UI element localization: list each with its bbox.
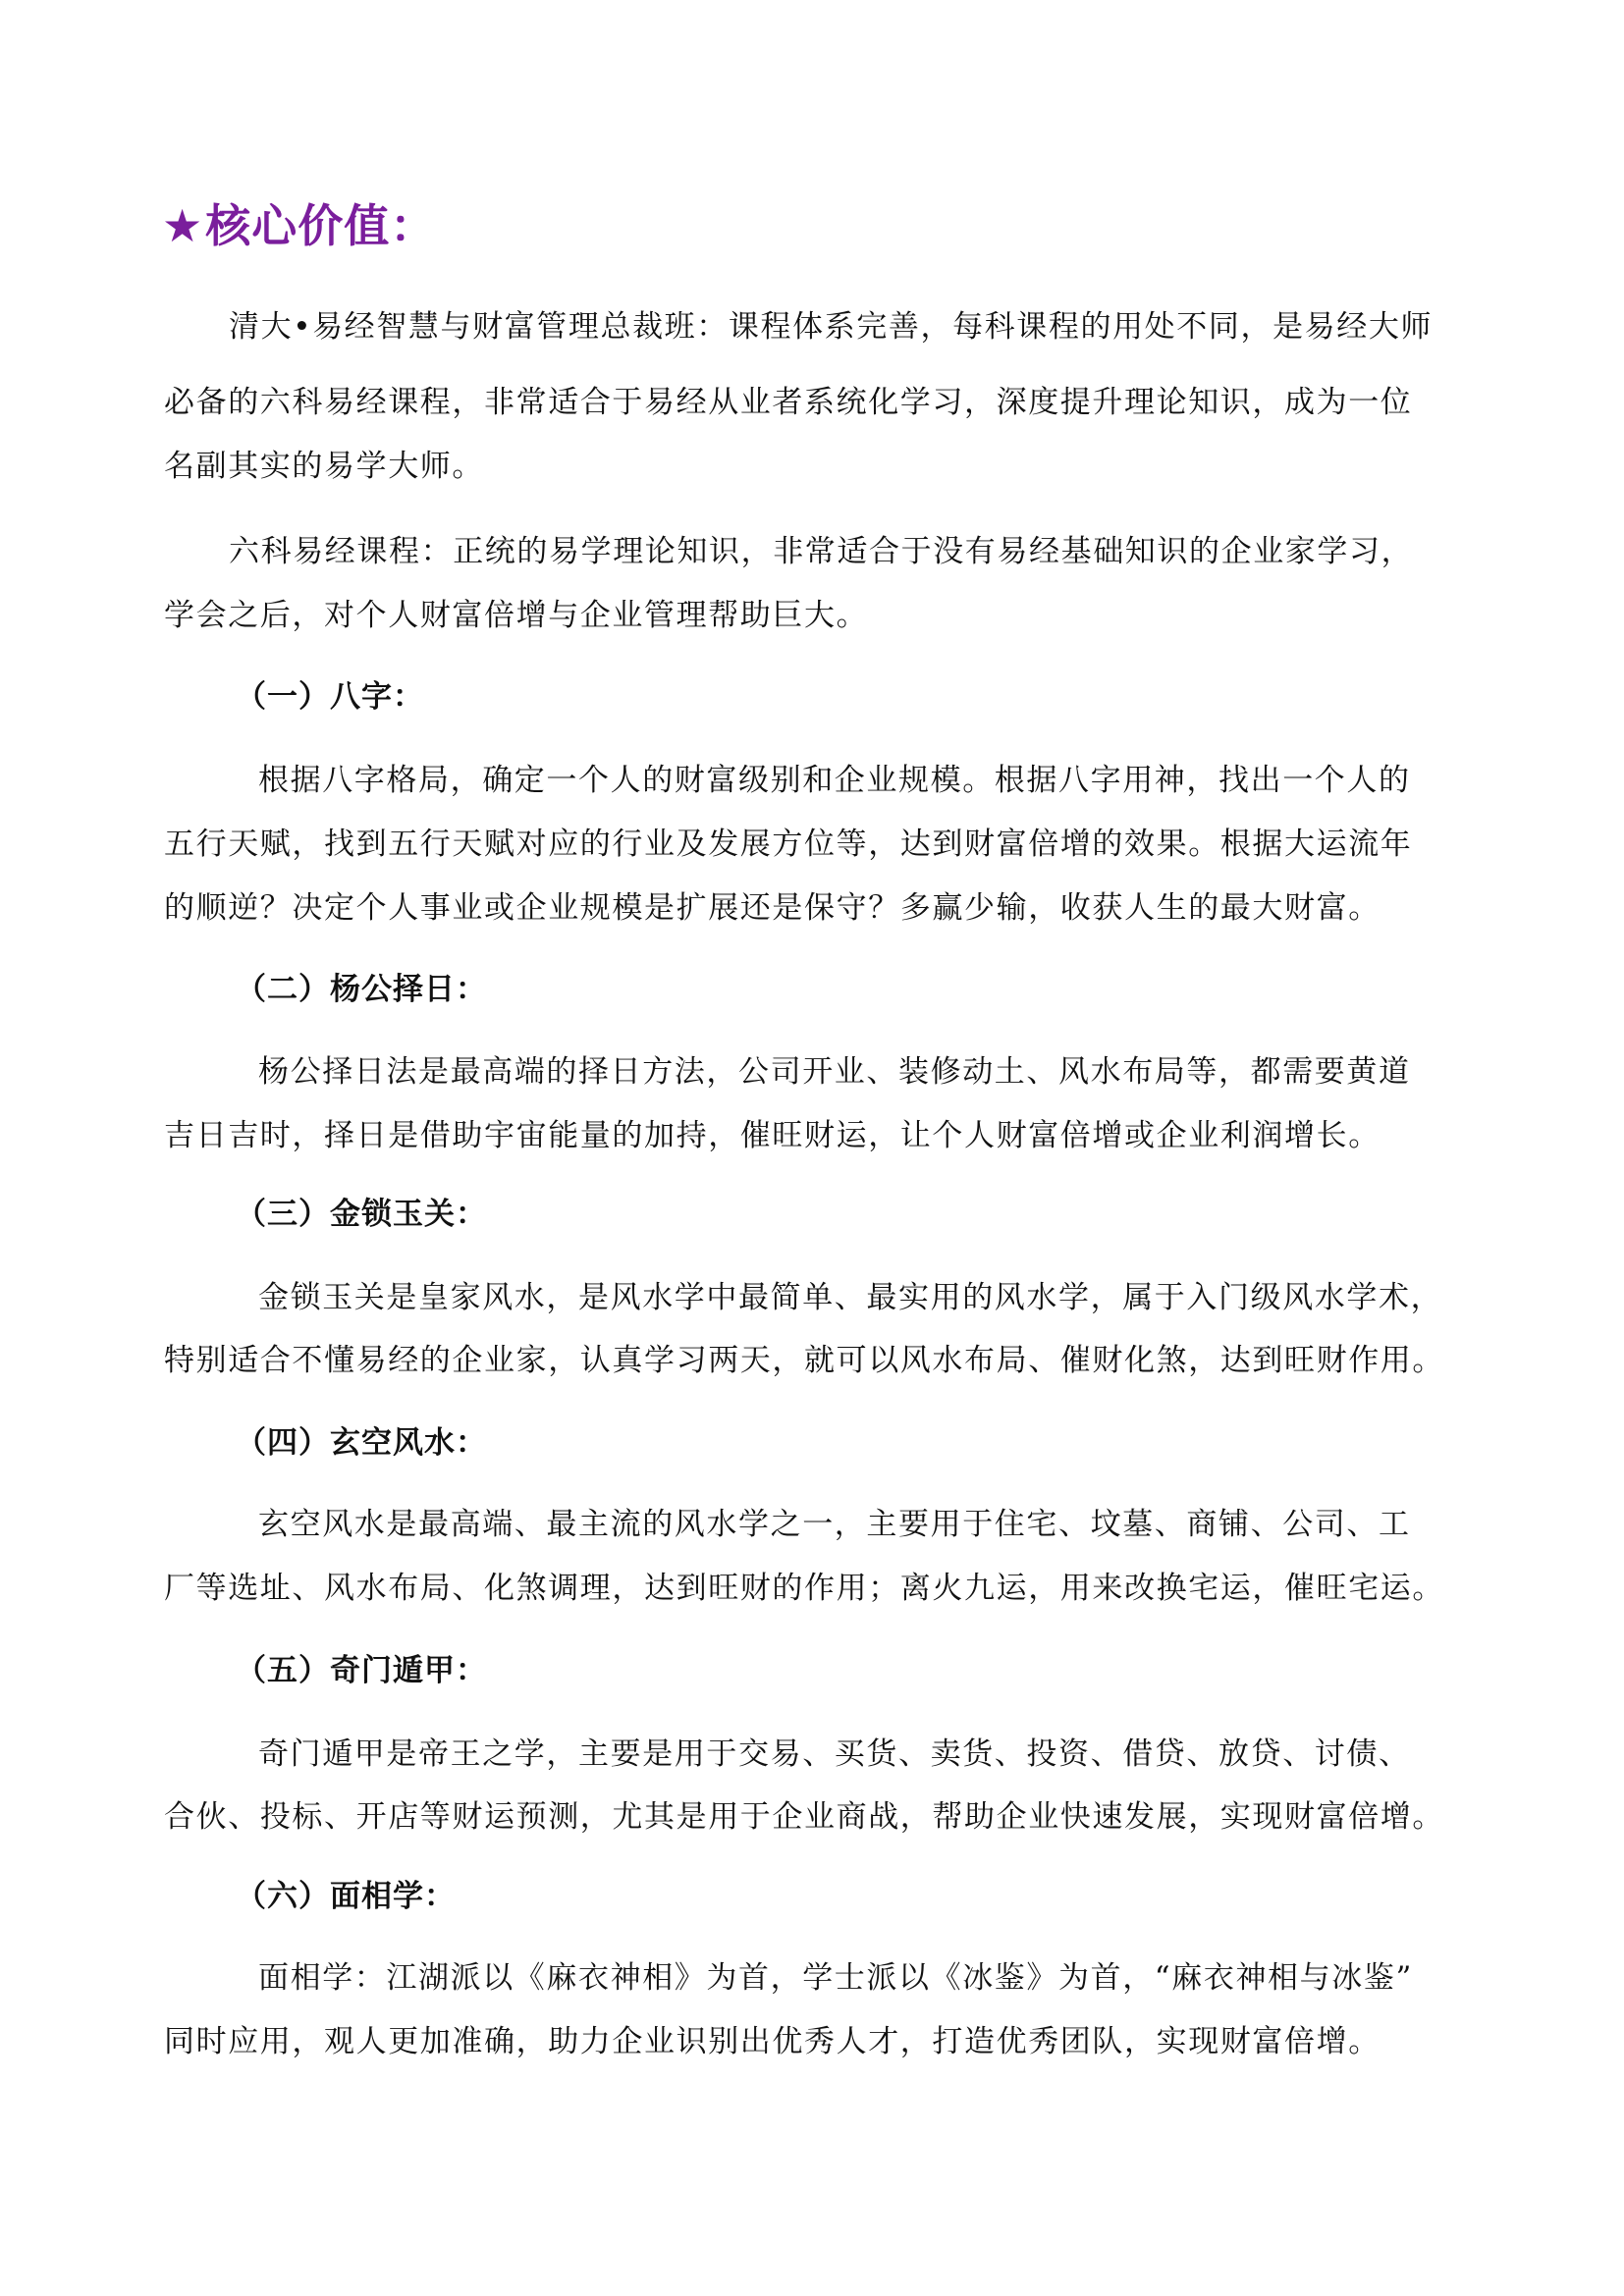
section-heading-mianxiang: （六）面相学：	[236, 1879, 456, 1914]
section-bazi-line-2: 五行天赋，找到五行天赋对应的行业及发展方位等，达到财富倍增的效果。根据大运流年	[164, 827, 1413, 862]
page-title	[162, 200, 436, 251]
intro-paragraph-1-line-3: 名副其实的易学大师。	[164, 449, 484, 484]
section-heading-qimen-dunjia: （五）奇门遁甲：	[236, 1653, 487, 1688]
section-heading-bazi: （一）八字：	[236, 679, 424, 715]
section-mianxiang-line-2: 同时应用，观人更加准确，助力企业识别出优秀人才，打造优秀团队，实现财富倍增。	[164, 2024, 1380, 2059]
section-bazi-line-3: 的顺逆？决定个人事业或企业规模是扩展还是保守？多赢少输，收获人生的最大财富。	[164, 890, 1380, 926]
section-jinsuo-yuguan-line-2: 特别适合不懂易经的企业家，认真学习两天，就可以风水布局、催财化煞，达到旺财作用。	[164, 1343, 1444, 1378]
section-yanggong-zeri-line-2: 吉日吉时，择日是借助宇宙能量的加持，催旺财运，让个人财富倍增或企业利润增长。	[164, 1118, 1380, 1153]
section-jinsuo-yuguan-line-1: 金锁玉关是皇家风水，是风水学中最简单、最实用的风水学，属于入门级风水学术，	[258, 1280, 1443, 1315]
section-xuankong-fengshui-line-1: 玄空风水是最高端、最主流的风水学之一，主要用于住宅、坟墓、商铺、公司、工	[258, 1507, 1411, 1542]
section-qimen-dunjia-line-2: 合伙、投标、开店等财运预测，尤其是用于企业商战，帮助企业快速发展，实现财富倍增。	[164, 1799, 1444, 1835]
section-xuankong-fengshui-line-2: 厂等选址、风水布局、化煞调理，达到旺财的作用；离火九运，用来改换宅运，催旺宅运。	[164, 1571, 1444, 1606]
section-heading-xuankong-fengshui: （四）玄空风水：	[236, 1425, 487, 1461]
intro-paragraph-1-line-1: 清大•易经智慧与财富管理总裁班：课程体系完善，每科课程的用处不同，是易经大师	[229, 309, 1434, 345]
intro-paragraph-1-line-2: 必备的六科易经课程，非常适合于易经从业者系统化学习，深度提升理论知识，成为一位	[164, 385, 1413, 420]
star-icon: ★	[162, 199, 204, 252]
intro-paragraph-2-line-1: 六科易经课程：正统的易学理论知识，非常适合于没有易经基础知识的企业家学习，	[229, 534, 1414, 569]
section-mianxiang-line-1: 面相学：江湖派以《麻衣神相》为首，学士派以《冰鉴》为首，“麻衣神相与冰鉴”	[258, 1960, 1413, 1996]
section-heading-yanggong-zeri: （二）杨公择日：	[236, 972, 487, 1007]
section-bazi-line-1: 根据八字格局，确定一个人的财富级别和企业规模。根据八字用神，找出一个人的	[258, 763, 1411, 798]
intro-paragraph-2-line-2: 学会之后，对个人财富倍增与企业管理帮助巨大。	[164, 598, 869, 633]
section-qimen-dunjia-line-1: 奇门遁甲是帝王之学，主要是用于交易、买货、卖货、投资、借贷、放贷、讨债、	[258, 1736, 1411, 1772]
page-title-text: 核心价值：	[205, 199, 437, 252]
section-heading-jinsuo-yuguan: （三）金锁玉关：	[236, 1197, 487, 1232]
section-yanggong-zeri-line-1: 杨公择日法是最高端的择日方法，公司开业、装修动土、风水布局等，都需要黄道	[258, 1054, 1411, 1090]
